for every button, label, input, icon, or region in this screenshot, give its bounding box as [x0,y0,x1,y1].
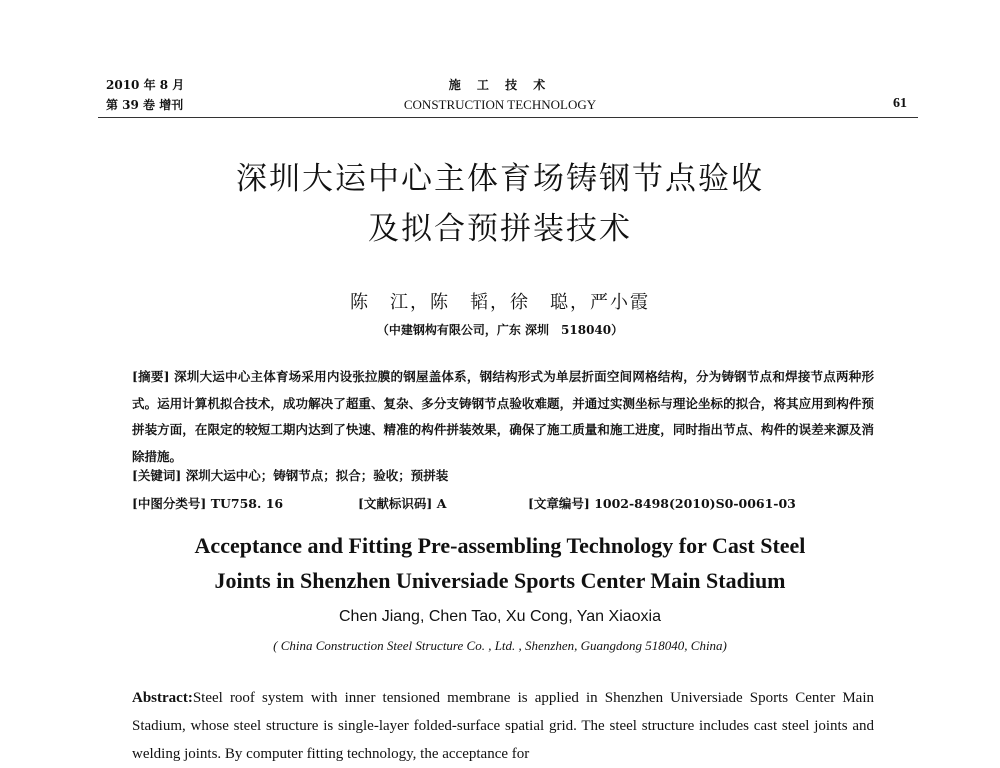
abstract-en [132,684,874,768]
journal-name-en: CONSTRUCTION TECHNOLOGY [403,97,597,112]
article-number-label: [文章编号] [528,496,590,511]
doc-code-value: A [436,496,447,511]
clc-number [132,494,283,512]
article-number-value: 1002-8498(2010)S0-0061-03 [594,496,796,511]
keywords-text: 深圳大运中心；铸钢节点；拟合；验收；预拼装 [185,468,449,483]
keywords [132,466,448,484]
header-rule [98,117,918,118]
abstract-en-label: Abstract: [132,690,193,706]
page-number: 61 [893,96,907,111]
title-cn-line2: 及拟合预拼装技术 [368,211,632,247]
clc-label: [中图分类号] [132,496,207,511]
title-en-line1: Acceptance and Fitting Pre-assembling Technology for Cast Steel [194,533,806,558]
title-cn-line1: 深圳大运中心主体育场铸钢节点验收 [236,161,764,197]
authors-cn: 陈 江，陈 韬，徐 聪，严小霞 [350,292,650,313]
issue-date: 2010 年 8 月 [106,78,185,92]
doc-code-label: [文献标识码] [358,496,433,511]
abstract-cn [132,364,874,470]
authors-en: Chen Jiang, Chen Tao, Xu Cong, Yan Xiaoxia [339,608,661,625]
affiliation-en: ( China Construction Steel Structure Co. , Ltd. , Shenzhen, Guangdong 518040, China) [273,638,727,653]
article-number [528,494,796,512]
keywords-label: [关键词] [132,468,182,483]
abstract-cn-label: [摘要] [132,369,170,384]
title-en-line2: Joints in Shenzhen Universiade Sports Center Main Stadium [214,568,786,593]
abstract-en-text: Steel roof system with inner tensioned membrane is applied in Shenzhen Universiade Sports Center Main Stadium, whose steel structure is single-layer folded-surface spatial grid. The steel structure includes cast steel joints and welding joints. By computer fitting technology, the acceptance for [132,690,874,762]
clc-value: TU758. 16 [210,496,284,511]
abstract-cn-text: 深圳大运中心主体育场采用内设张拉膜的钢屋盖体系，钢结构形式为单层折面空间网格结构，分为铸钢节点和焊接节点两种形式。运用计算机拟合技术，成功解决了超重、复杂、多分支铸钢节点验收难题，并通过实测坐标与理论坐标的拟合，将其应用到构件预拼装方面，在限定的较短工期内达到了快速、精准的构件拼装效果，确保了施工质量和施工进度，同时指出节点、构件的误差来源及消除措施。 [132,369,874,464]
affiliation-cn: （中建钢构有限公司，广东 深圳 518040） [376,323,624,337]
volume-info: 第 39 卷 增刊 [106,98,184,112]
document-code [358,494,446,512]
journal-name-cn: 施 工 技 术 [448,78,552,92]
